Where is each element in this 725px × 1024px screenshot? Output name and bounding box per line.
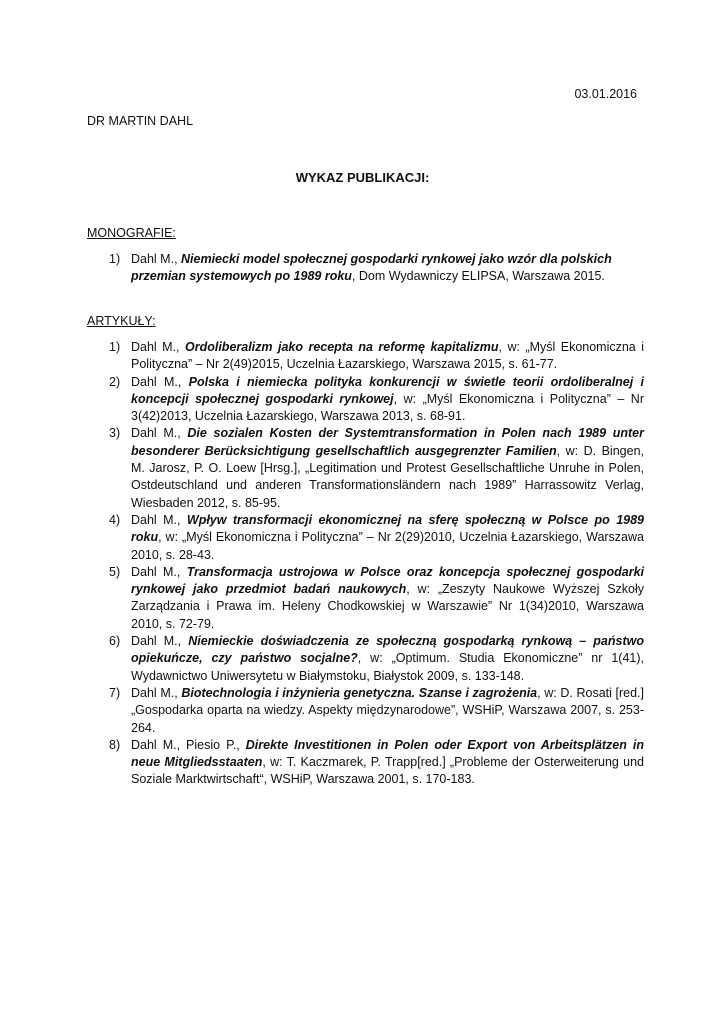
list-item [87, 564, 644, 633]
item-title: Wpływ transformacji ekonomicznej na sferę społeczną w Polsce po 1989 roku [131, 512, 645, 545]
item-authors: Dahl M., [131, 512, 187, 527]
item-authors: Dahl M., [131, 374, 189, 389]
item-number: 3) [109, 426, 121, 441]
item-number: 6) [109, 634, 121, 649]
item-details: , w: „Zeszyty Naukowe Wyższej Szkoły Zarządzania i Prawa im. Heleny Chodkowskiej w Warszawie” Nr 1(34)2010, Warszawa 2010, s. 72-79. [131, 582, 645, 631]
item-details: , w: D. Bingen, M. Jarosz, P. O. Loew [Hrsg.], „Legitimation und Protest Gesellschaftliche Unruhe in Polen, Ostdeutschland und anderen Transformationsländern nach 1989” Harrassowitz Verlag, Wiesbaden 2012, s. 85-95. [131, 443, 644, 510]
item-number: 7) [109, 685, 121, 700]
item-details: , w: „Optimum. Studia Ekonomiczne” nr 1(41), Wydawnictwo Uniwersytetu w Białymstoku, Białystok 2009, s. 133-148. [131, 651, 644, 683]
list-item [87, 339, 644, 374]
monografie-heading: MONOGRAFIE: [87, 226, 176, 240]
document-date: 03.01.2016 [574, 87, 637, 101]
item-title: Ordoliberalizm jako recepta na reformę kapitalizmu [185, 340, 499, 354]
item-authors: Dahl M., [131, 634, 189, 649]
item-details: , Dom Wydawniczy ELIPSA, Warszawa 2015. [351, 269, 605, 284]
author-name: DR MARTIN DAHL [87, 114, 194, 128]
item-title: Polska i niemiecka polityka konkurencji w świetle teorii ordoliberalnej i koncepcji społecznej gospodarki rynkowej [131, 374, 644, 406]
list-item [87, 633, 644, 685]
item-authors: Dahl M., [131, 252, 182, 266]
item-authors: Dahl M., Piesio P., [131, 737, 246, 752]
item-number: 4) [109, 512, 121, 527]
item-title: Direkte Investitionen in Polen oder Export von Arbeitsplätzen in neue Mitgliedsstaaten [131, 737, 644, 770]
item-details: , w: „Myśl Ekonomiczna i Polityczna” – Nr 2(49)2015, Uczelnia Łazarskiego, Warszawa 2015, s. 61-77. [131, 340, 645, 372]
item-authors: Dahl M., [131, 685, 182, 700]
list-item [87, 251, 644, 286]
artykuly-list [87, 339, 644, 789]
item-details: , w: „Myśl Ekonomiczna i Polityczna” – Nr 3(42)2013, Uczelnia Łazarskiego, Warszawa 2013, s. 68-91. [131, 391, 645, 424]
item-title: Die sozialen Kosten der Systemtransformation in Polen nach 1989 unter besonderer Berücksichtigung gesellschaftlich ausgegrenzter Familien [131, 426, 644, 458]
item-details: , w: T. Kaczmarek, P. Trapp[red.] „Probleme der Osterweiterung und Soziale Marktwirtschaft“, WSHiP, Warszawa 2001, s. 170-183. [131, 755, 644, 787]
item-title: Biotechnologia i inżynieria genetyczna. Szanse i zagrożenia [181, 685, 538, 700]
list-item [87, 737, 644, 789]
item-title: Niemiecki model społecznej gospodarki rynkowej jako wzór dla polskich przemian systemowych po 1989 roku [131, 252, 612, 284]
item-authors: Dahl M., [131, 426, 188, 441]
list-item [87, 374, 644, 426]
list-item [87, 685, 644, 737]
item-authors: Dahl M., [131, 340, 185, 354]
item-number: 2) [109, 374, 121, 389]
item-authors: Dahl M., [131, 564, 187, 579]
item-number: 5) [109, 564, 121, 579]
list-item [87, 425, 644, 511]
item-number: 8) [109, 737, 121, 752]
item-details: , w: D. Rosati [red.] „Gospodarka oparta na wiedzy. Aspekty międzynarodowe”, WSHiP, Warszawa 2007, s. 253-264. [131, 685, 645, 735]
monografie-list [87, 251, 644, 286]
item-number: 1) [109, 340, 121, 354]
list-item [87, 512, 644, 564]
page-title: WYKAZ PUBLIKACJI: [295, 170, 430, 185]
item-number: 1) [109, 252, 121, 266]
item-title: Niemieckie doświadczenia ze społeczną gospodarką rynkową – państwo opiekuńcze, czy państwo socjalne? [131, 634, 644, 666]
item-details: , w: „Myśl Ekonomiczna i Polityczna” – Nr 2(29)2010, Uczelnia Łazarskiego, Warszawa 2010, s. 28-43. [131, 530, 644, 562]
item-title: Transformacja ustrojowa w Polsce oraz koncepcja społecznej gospodarki rynkowej jako przedmiot badań naukowych [131, 564, 644, 597]
artykuly-heading: ARTYKUŁY: [87, 314, 156, 328]
